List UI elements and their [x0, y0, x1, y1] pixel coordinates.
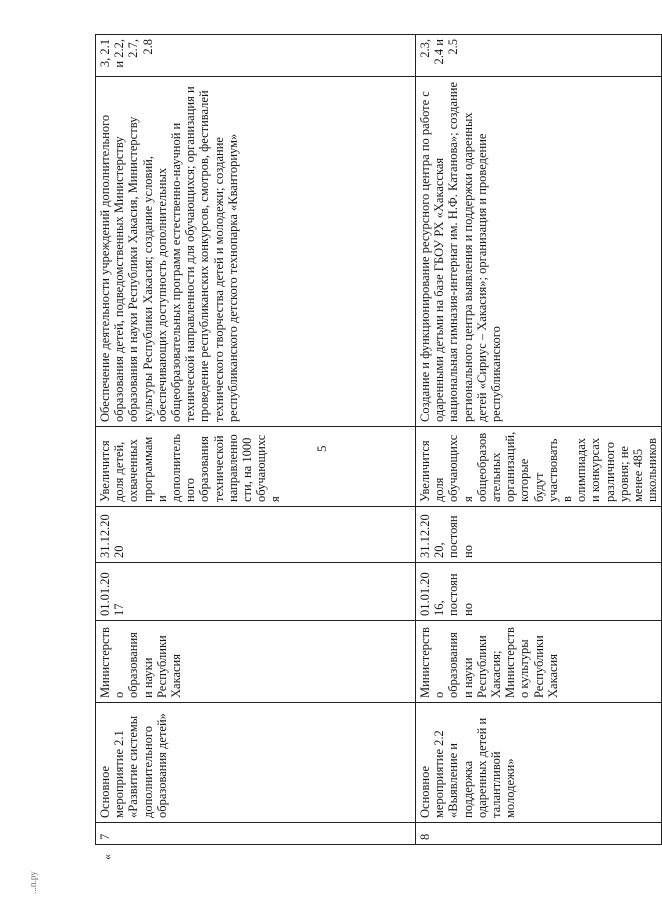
start-date-cell: 01.01.2016, постоянно: [416, 563, 662, 621]
executor-cell: Министерство образования и науки Республики Хакасия; Министерство культуры Республики Хакасия: [416, 621, 662, 703]
table-row: [96, 35, 416, 845]
end-date-cell: 31.12.2020, постоянно: [416, 507, 662, 563]
content-cell: Обеспечение деятельности учреждений дополнительного образования детей, подведомственных Министерству образования и науки Республики Хакасия, Министерству культуры Республики Хакасия; создание условий, обеспечивающих доступность дополнительных общеобразовательных программ естественно-научной и технической направленности для обучающихся; организация и проведение республиканских конкурсов, смотров, фестивалей технического творчества детей и молодежи; создание республиканского детского технопарка «Кванториум»: [96, 77, 416, 427]
result-cell: Увеличится доля детей, охваченных программами дополнительного образования технической направленности, на 1000 обучающихся: [96, 427, 416, 507]
row-number-cell: 8: [416, 823, 662, 845]
codes-cell: 2.3, 2.4 и 2.5: [416, 35, 662, 77]
event-cell: Основное мероприятие 2.2 «Выявление и поддержка одаренных детей и талантливой молодежи»: [416, 703, 662, 823]
activities-table: [95, 34, 662, 845]
event-cell: Основное мероприятие 2.1 «Развитие системы дополнительного образования детей»: [96, 703, 416, 823]
rotated-table-container: [95, 35, 660, 845]
row-number-cell: 7: [96, 823, 416, 845]
result-cell: Увеличится доля обучающихся общеобразовательных организаций, которые будут участвовать в олимпиадах и конкурсах различного уровня; не менее 485 школьников: [416, 427, 662, 507]
start-date-cell: 01.01.2017: [96, 563, 416, 621]
corner-watermark-text: ...п.ру: [28, 871, 38, 894]
executor-cell: Министерство образования и науки Республики Хакасия: [96, 621, 416, 703]
page-number: 5: [314, 445, 329, 452]
codes-cell: 3, 2.1 и 2.2, 2.7, 2.8: [96, 35, 416, 77]
stray-quote-mark: «: [100, 854, 114, 860]
end-date-cell: 31.12.2020: [96, 507, 416, 563]
table-row: [416, 35, 662, 845]
content-cell: Создание и функционирование ресурсного центра по работе с одаренными детьми на базе ГБОУ РХ «Хакасская национальная гимназия-интернат им. Н.Ф. Катанова»; создание регионального центра выявления и поддержки одаренных детей «Сириус – Хакасия»; организация и проведение республиканского: [416, 77, 662, 427]
